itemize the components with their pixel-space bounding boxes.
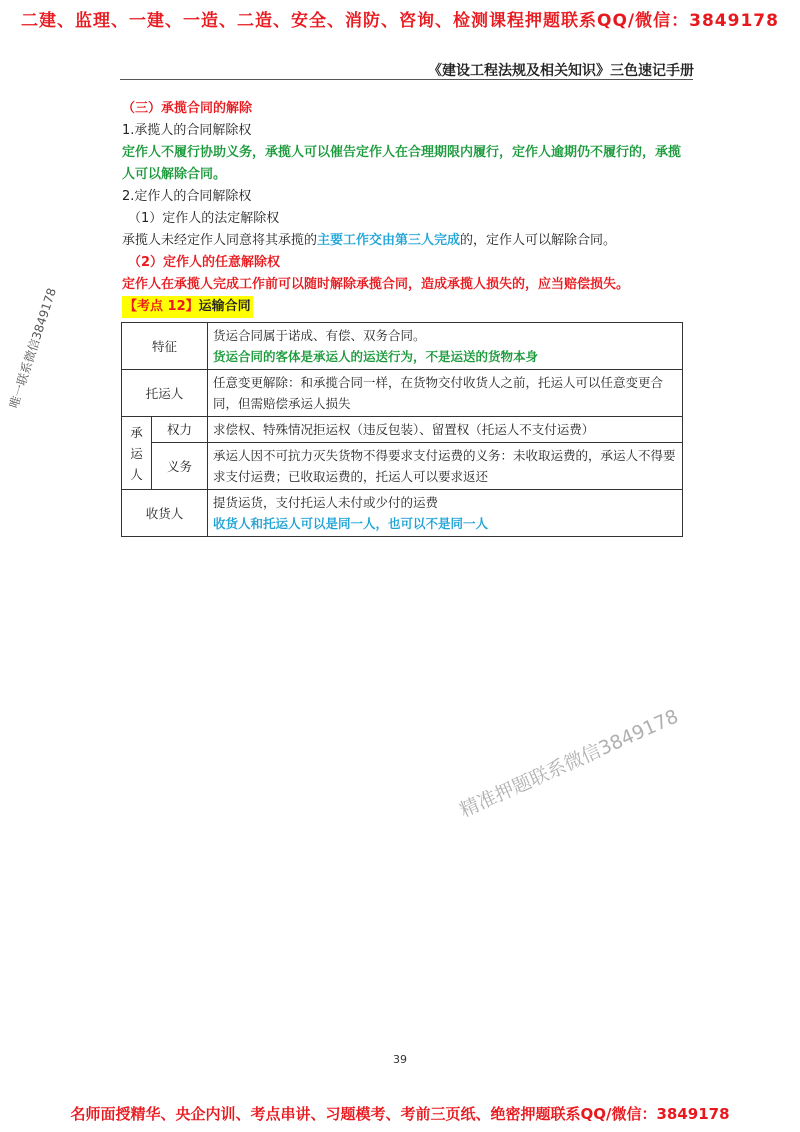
item2-sub1-body-pre: 承揽人未经定作人同意将其承揽的 <box>122 233 318 248</box>
table-row <box>122 323 683 370</box>
transport-contract-table <box>121 322 683 537</box>
table-row <box>122 490 683 537</box>
carrier-duty-label: 义务 <box>152 443 208 490</box>
carrier-rights-text: 求偿权、特殊情况拒运权（违反包装）、留置权（托运人不支付运费） <box>208 417 683 443</box>
carrier-label: 承运人 <box>122 417 152 490</box>
feature-cell <box>208 323 683 370</box>
item2-sub1-body <box>122 230 688 252</box>
shipper-text: 任意变更解除：和承揽合同一样，在货物交付收货人之前，托运人可以任意变更合同，但需赔偿承运人损失 <box>208 370 683 417</box>
item1-body: 定作人不履行协助义务，承揽人可以催告定作人在合理期限内履行，定作人逾期仍不履行的，承揽人可以解除合同。 <box>122 145 682 182</box>
consignee-line-1: 提货运货，支付托运人未付或少付的运费 <box>213 495 439 510</box>
feature-line-2: 货运合同的客体是承运人的运送行为，不是运送的货物本身 <box>213 349 539 364</box>
table-row <box>122 370 683 417</box>
item2-sub2-body: 定作人在承揽人完成工作前可以随时解除承揽合同，造成承揽人损失的，应当赔偿损失。 <box>122 277 630 292</box>
consignee-line-2: 收货人和托运人可以是同一人，也可以不是同一人 <box>213 516 489 531</box>
item2-sub1-body-post: 的，定作人可以解除合同。 <box>460 233 617 248</box>
carrier-rights-label: 权力 <box>152 417 208 443</box>
consignee-cell <box>208 490 683 537</box>
left-watermark: 唯一联系微信3849178 <box>6 286 59 410</box>
top-promo-banner: 二建、监理、一建、一造、二造、安全、消防、咨询、检测课程押题联系QQ/微信：3849178 <box>21 11 779 31</box>
keypoint-heading <box>122 296 688 318</box>
main-content <box>122 98 688 318</box>
item1-title: 1.承揽人的合同解除权 <box>122 123 252 138</box>
keypoint-tag: 【考点 12】 <box>124 299 199 314</box>
item2-title: 2.定作人的合同解除权 <box>122 189 252 204</box>
table-row <box>122 443 683 490</box>
center-watermark: 精准押题联系微信3849178 <box>456 705 682 822</box>
header-divider <box>120 79 693 80</box>
book-title: 《建设工程法规及相关知识》三色速记手册 <box>428 63 694 79</box>
item2-sub2-title: （2）定作人的任意解除权 <box>128 255 281 270</box>
feature-label: 特征 <box>122 323 208 370</box>
item2-sub1-title: （1）定作人的法定解除权 <box>128 211 280 226</box>
page-number: 39 <box>393 1053 407 1066</box>
table-row <box>122 417 683 443</box>
consignee-label: 收货人 <box>122 490 208 537</box>
section-heading: （三）承揽合同的解除 <box>122 101 253 116</box>
keypoint-title: 运输合同 <box>198 299 251 314</box>
keypoint-highlight <box>122 296 253 318</box>
feature-line-1: 货运合同属于诺成、有偿、双务合同。 <box>213 328 426 343</box>
footer-promo-banner: 名师面授精华、央企内训、考点串讲、习题模考、考前三页纸、绝密押题联系QQ/微信：3849178 <box>70 1105 730 1123</box>
shipper-label: 托运人 <box>122 370 208 417</box>
carrier-duty-text: 承运人因不可抗力灭失货物不得要求支付运费的义务：未收取运费的，承运人不得要求支付运费；已收取运费的，托运人可以要求返还 <box>208 443 683 490</box>
item2-sub1-body-highlight: 主要工作交由第三人完成 <box>317 233 461 248</box>
